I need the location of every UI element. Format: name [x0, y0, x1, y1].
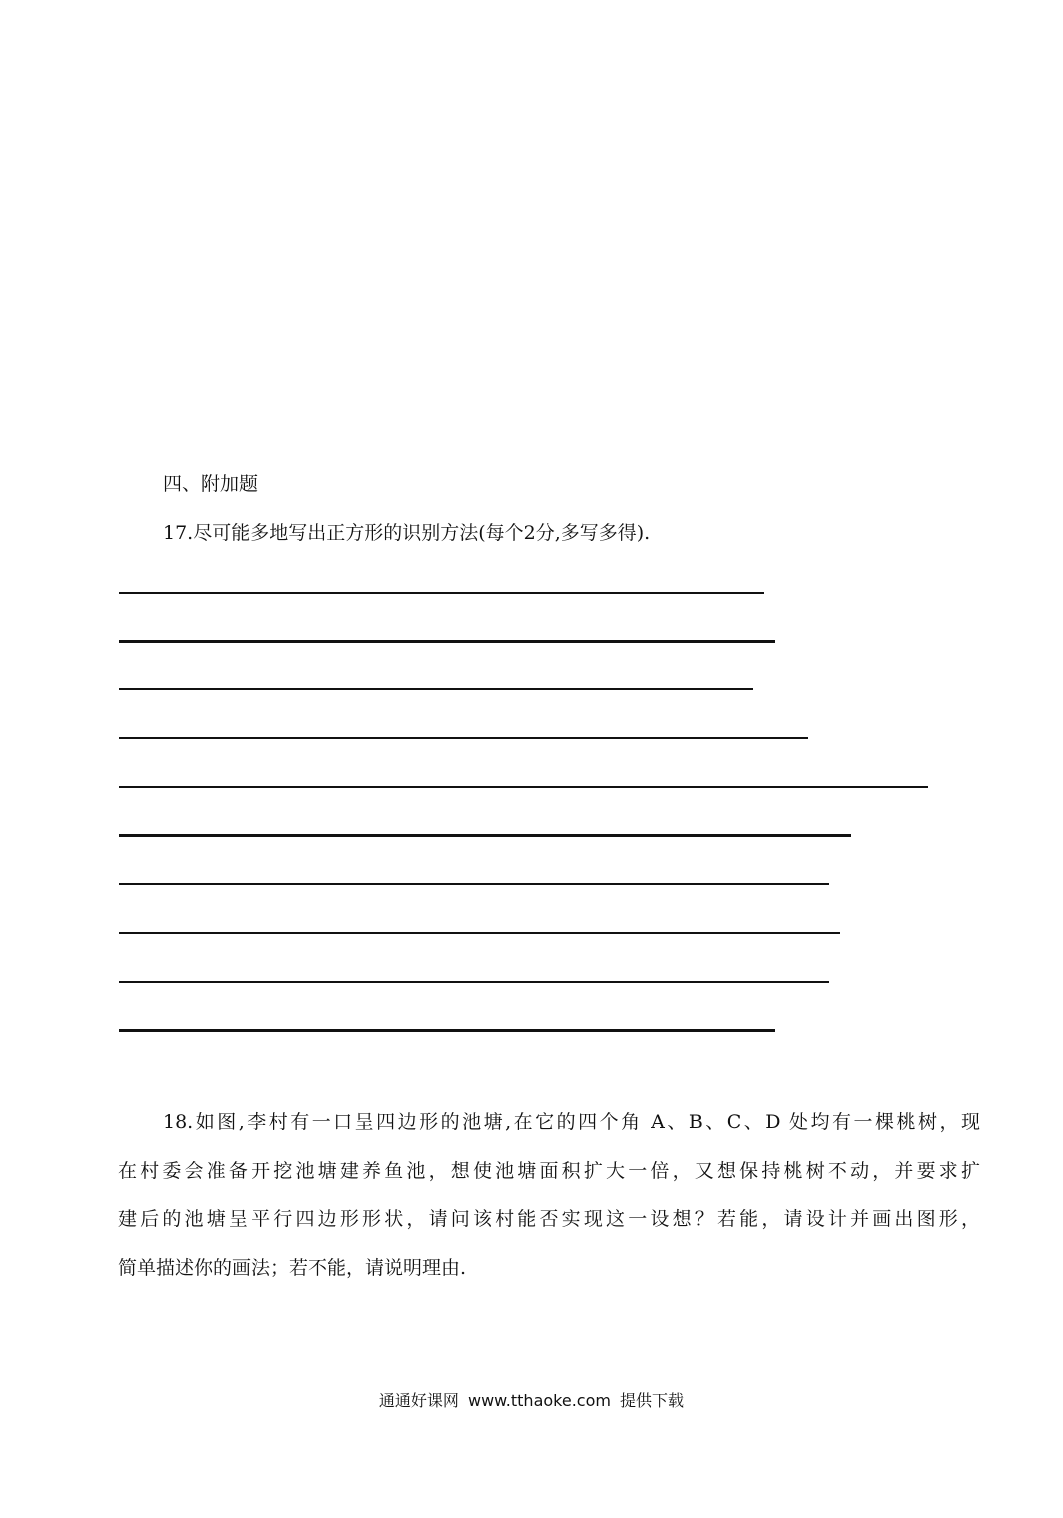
answer-line[interactable]	[119, 592, 764, 594]
answer-line[interactable]	[119, 688, 753, 690]
answer-line[interactable]	[119, 737, 808, 739]
answer-line[interactable]	[119, 981, 829, 983]
question-17: 17.尽可能多地写出正方形的识别方法(每个2分,多写多得).	[163, 522, 651, 544]
answer-line[interactable]	[119, 883, 829, 885]
footer-credit: 通通好课网 www.tthaoke.com 提供下载	[378, 1391, 685, 1410]
answer-line[interactable]	[119, 834, 851, 837]
question-18-line: 在村委会准备开挖池塘建养鱼池，想使池塘面积扩大一倍，又想保持桃树不动，并要求扩	[118, 1159, 980, 1182]
answer-line[interactable]	[119, 1029, 775, 1032]
answer-line[interactable]	[119, 932, 840, 934]
section-heading: 四、附加题	[163, 473, 259, 495]
answer-line[interactable]	[119, 786, 928, 788]
question-18	[118, 1098, 980, 1292]
answer-line[interactable]	[119, 640, 775, 643]
question-18-line: 18.如图,李村有一口呈四边形的池塘,在它的四个角 A、B、C、D 处均有一棵桃树，现	[163, 1111, 980, 1133]
question-18-line: 建后的池塘呈平行四边形形状，请问该村能否实现这一设想？若能，请设计并画出图形，	[118, 1208, 980, 1230]
question-18-line: 简单描述你的画法；若不能，请说明理由.	[118, 1256, 467, 1279]
